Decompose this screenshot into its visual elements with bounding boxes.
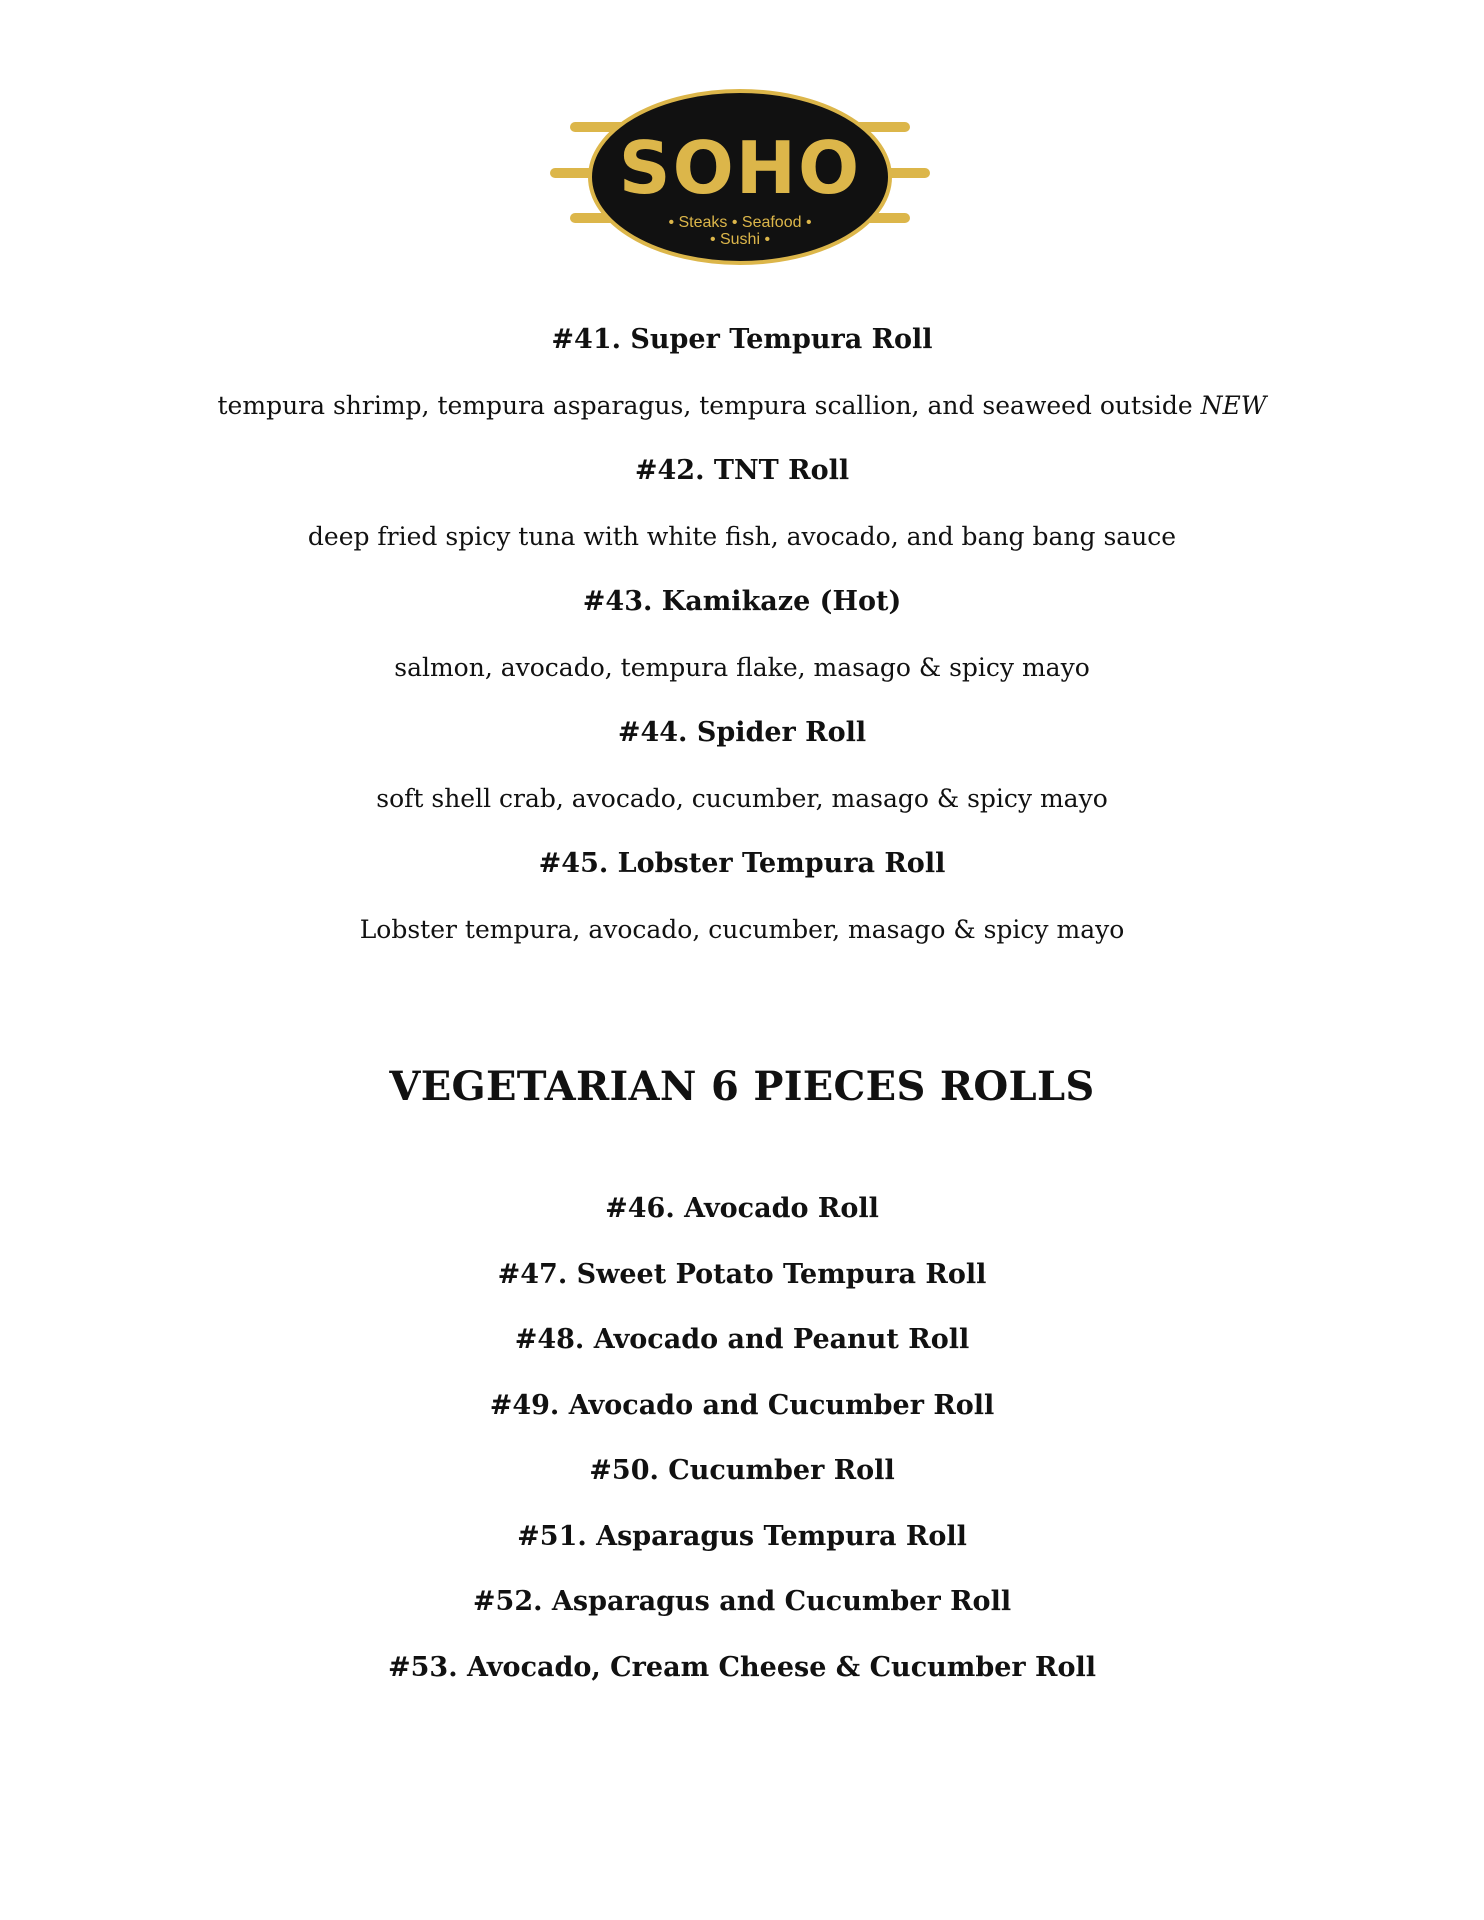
menu-item-description: Lobster tempura, avocado, cucumber, masago & spicy mayo bbox=[359, 915, 1125, 944]
menu-item-title: #44. Spider Roll bbox=[617, 717, 867, 748]
vegetarian-item: #53. Avocado, Cream Cheese & Cucumber Roll bbox=[388, 1652, 1096, 1683]
menu-item-title: #43. Kamikaze (Hot) bbox=[582, 586, 902, 617]
soho-logo bbox=[550, 85, 930, 270]
vegetarian-item: #52. Asparagus and Cucumber Roll bbox=[472, 1586, 1012, 1617]
logo-wordmark: SOHO bbox=[618, 126, 862, 210]
menu-item-description bbox=[0, 389, 1484, 423]
menu-item-description: soft shell crab, avocado, cucumber, masago & spicy mayo bbox=[376, 784, 1108, 813]
vegetarian-item: #48. Avocado and Peanut Roll bbox=[514, 1324, 970, 1355]
section-heading-vegetarian: VEGETARIAN 6 PIECES ROLLS bbox=[389, 1063, 1095, 1110]
description-text: tempura shrimp, tempura asparagus, tempura scallion, and seaweed outside bbox=[217, 391, 1201, 420]
menu-item-title: #45. Lobster Tempura Roll bbox=[538, 848, 946, 879]
logo-tagline-2: • Sushi • bbox=[709, 231, 771, 248]
menu-item-description: salmon, avocado, tempura flake, masago & spicy mayo bbox=[394, 653, 1090, 682]
vegetarian-item: #47. Sweet Potato Tempura Roll bbox=[497, 1259, 987, 1290]
new-badge: NEW bbox=[1200, 391, 1267, 420]
menu-item-title: #42. TNT Roll bbox=[634, 455, 850, 486]
vegetarian-item: #46. Avocado Roll bbox=[605, 1193, 879, 1224]
vegetarian-item: #49. Avocado and Cucumber Roll bbox=[489, 1390, 995, 1421]
menu-item-description: deep fried spicy tuna with white fish, avocado, and bang bang sauce bbox=[307, 522, 1177, 551]
logo-tagline-1: • Steaks • Seafood • bbox=[668, 214, 812, 231]
vegetarian-item: #50. Cucumber Roll bbox=[589, 1455, 895, 1486]
menu-item-title: #41. Super Tempura Roll bbox=[551, 324, 933, 355]
vegetarian-item: #51. Asparagus Tempura Roll bbox=[517, 1521, 967, 1552]
